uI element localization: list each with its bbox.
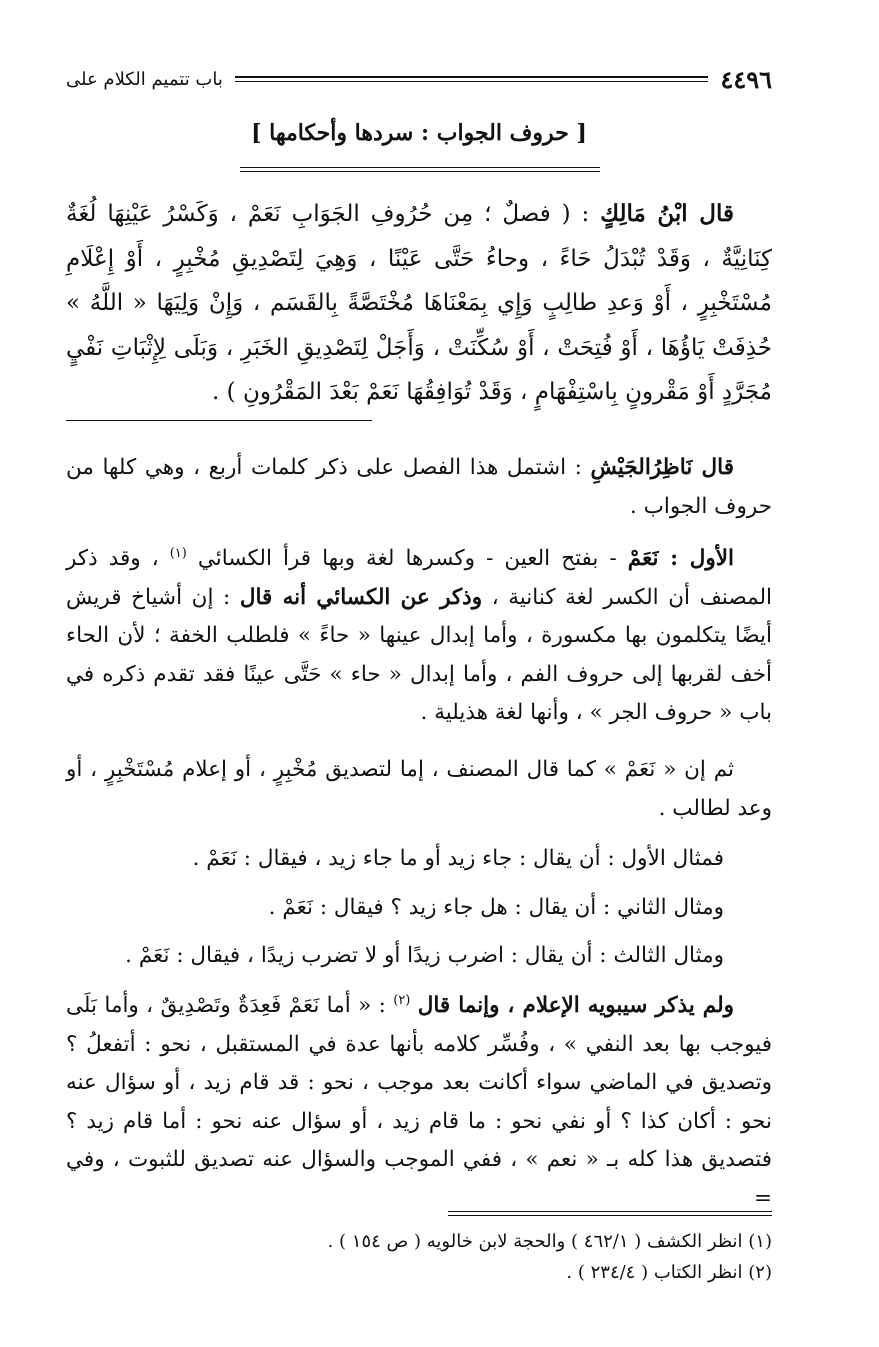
- p2-text-2: ، وقد ذكر المصنف أن الكسر لغة كنانية ،: [66, 546, 772, 610]
- p2-bold-phrase: وذكر عن الكسائي أنه قال: [239, 584, 483, 610]
- footnote-1: (١) انظر الكشف ( ٤٦٢/١ ) والحجة لابن خالويه ( ص ١٥٤ ) .: [327, 1231, 772, 1252]
- sharh-p1-body: : اشتمل هذا الفصل على ذكر كلمات أربع ، وهي كلها من حروف الجواب .: [66, 455, 772, 519]
- page-number: ٤٤٩٦: [720, 64, 772, 94]
- section-title: [ حروف الجواب : سردها وأحكامها ]: [251, 120, 587, 146]
- p2-lead: الأول : نَعَمْ: [627, 546, 735, 572]
- sharh-paragraph-2: [66, 535, 772, 733]
- sharh-paragraph-1: [66, 449, 772, 526]
- example-2: ومثال الثاني : أن يقال : هل جاء زيد ؟ فيقال : نَعَمْ .: [268, 894, 724, 920]
- example-1: فمثال الأول : أن يقال : جاء زيد أو ما جاء زيد ، فيقال : نَعَمْ .: [192, 846, 724, 871]
- sharh-examples: [66, 840, 772, 976]
- matn-separator: [66, 420, 372, 421]
- sharh-functions: [66, 751, 772, 828]
- running-title: باب تتميم الكلام على: [66, 68, 223, 90]
- p2-text-3: : إن أشياخ قريش أيضًا يتكلمون بها مكسورة ، وأما إبدال عينها « حاءً » فلطلب الخفة ؛ لأن الحاء أخف لقربها إلى حروف الفم ، وأما إبدال « حاء » حَتَّى عينًا فقد تقدم ذكره في باب « حروف الجر » ، وأنها لغة هذيلية .: [66, 584, 772, 726]
- matn-text: [66, 192, 772, 415]
- sharh-speaker: قال نَاظِرُالجَيْشِ: [590, 455, 734, 480]
- matn-paragraph: [66, 192, 772, 415]
- sharh-intro: [66, 449, 772, 526]
- footnote-ref-2: (٢): [393, 993, 411, 1008]
- p4-bold-phrase: ولم يذكر سيبويه الإعلام ، وإنما قال: [417, 993, 735, 1019]
- footnote-rule: [448, 1211, 772, 1219]
- header-rule: [235, 76, 709, 82]
- example-3: ومثال الثالث : أن يقال : اضرب زيدًا أو لا تضرب زيدًا ، فيقال : نَعَمْ .: [125, 943, 724, 968]
- footnote-ref-1: (١): [169, 546, 187, 561]
- sharh-sibawayh: [66, 982, 772, 1218]
- sharh-paragraph-3: ثم إن « نَعَمْ » كما قال المصنف ، إما لتصديق مُخْبِرٍ ، أو إعلام مُسْتَخْبِرٍ ، أو وعد لطالب .: [66, 757, 772, 821]
- running-header: [66, 64, 772, 94]
- title-double-rule: [240, 167, 600, 175]
- sharh-paragraph-4: [66, 982, 772, 1218]
- sharh-naam: [66, 535, 772, 733]
- p4-text: : « أما نَعَمْ فَعِدَةٌ وتَصْدِيقٌ ، وأما بَلَى فيوجب بها بعد النفي » ، وفُسِّر كلامه بأنها عدة في المستقبل ، نحو : أتفعلُ ؟ وتصديق في الماضي سواء أكانت بعد موجب ، نحو : قد قام زيد ، أو سؤال عنه نحو : أكان كذا ؟ أو نفي نحو : ما قام زيد ، أو سؤال عنه نحو : أما قام زيد ؟ فتصديق هذا كله بـ « نعم » ، ففي الموجب والسؤال عنه تصديق للثبوت ، وفي =: [66, 993, 772, 1211]
- p2-text-1: - بفتح العين - وكسرها لغة وبها قرأ الكسائي: [186, 546, 628, 572]
- matn-speaker: قال ابْنُ مَالِكٍ: [600, 200, 735, 227]
- matn-body: : ( فصلٌ ؛ مِن حُرُوفِ الجَوَابِ نَعَمْ ، وَكَسْرُ عَيْنِهَا لُغَةٌ كِنَانِيَّةٌ ، وَقَدْ تُبْدَلُ حَاءً ، وحاءُ حَتَّى عَيْنًا ، وَهِيَ لِتَصْدِيقِ مُخْبِرٍ ، أَوْ إِعْلَامِ مُسْتَخْبِرٍ ، أَوْ وَعدِ طالِبٍ وَإِي بِمَعْنَاهَا مُخْتَصَّةً بِالقَسَم ، وَإِنْ وَلِيَهَا « اللَّهُ » حُذِفَتْ يَاؤُهَا ، أَوْ فُتِحَتْ ، أَوْ سُكِّنَتْ ، وَأَجَلْ لِتَصْدِيقِ الخَبَرِ ، وَبَلَى لِإِثْبَاتِ نَفْيٍ مُجَرَّدٍ أَوْ مَقْرونٍ بِاسْتِفْهَامٍ ، وَقَدْ تُوَافِقُهَا نَعَمْ بَعْدَ المَقْرُونِ ) .: [66, 201, 772, 405]
- footnotes: [66, 1226, 772, 1288]
- footnote-2: (٢) انظر الكتاب ( ٢٣٤/٤ ) .: [566, 1262, 772, 1283]
